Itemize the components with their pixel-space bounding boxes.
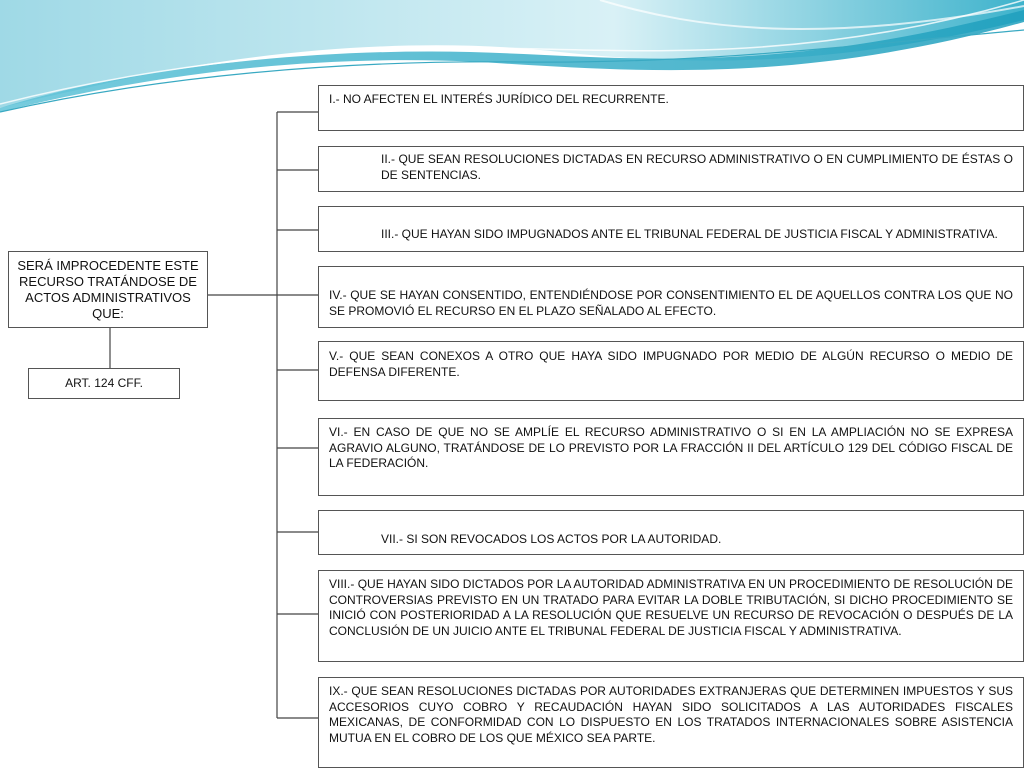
legal-reference-text: ART. 124 CFF. bbox=[65, 376, 143, 390]
item-box-9 bbox=[318, 677, 1024, 768]
item-box-6 bbox=[318, 418, 1024, 496]
item-text-1: I.- NO AFECTEN EL INTERÉS JURÍDICO DEL RECURRENTE. bbox=[329, 92, 669, 106]
item-box-4 bbox=[318, 266, 1024, 328]
item-box-1 bbox=[318, 85, 1024, 131]
item-text-9: IX.- QUE SEAN RESOLUCIONES DICTADAS POR AUTORIDADES EXTRANJERAS QUE DETERMINEN IMPUESTOS Y SUS ACCESORIOS CUYO COBRO Y RECAUDACIÓN HAYAN SIDO SOLICITADOS A LAS AUTORIDADES FISCALES MEXICANAS, DE CONFORMIDAD CON LO DISPUESTO EN LOS TRATADOS INTERNACIONALES SOBRE ASISTENCIA MUTUA EN EL COBRO DE LOS QUE MÉXICO SEA PARTE. bbox=[329, 684, 1013, 745]
item-text-4: IV.- QUE SE HAYAN CONSENTIDO, ENTENDIÉNDOSE POR CONSENTIMIENTO EL DE AQUELLOS CONTRA LOS QUE NO SE PROMOVIÓ EL RECURSO EN EL PLAZO SEÑALADO AL EFECTO. bbox=[329, 288, 1013, 318]
item-text-8: VIII.- QUE HAYAN SIDO DICTADOS POR LA AUTORIDAD ADMINISTRATIVA EN UN PROCEDIMIENTO DE RESOLUCIÓN DE CONTROVERSIAS PREVISTO EN UN TRATADO PARA EVITAR LA DOBLE TRIBUTACIÓN, SI DICHO PROCEDIMIENTO SE INICIÓ CON POSTERIORIDAD A LA RESOLUCIÓN QUE RESUELVE UN RECURSO DE REVOCACIÓN O DESPUÉS DE LA CONCLUSIÓN DE UN JUICIO ANTE EL TRIBUNAL FEDERAL DE JUSTICIA FISCAL Y ADMINISTRATIVA. bbox=[329, 577, 1013, 638]
item-text-6: VI.- EN CASO DE QUE NO SE AMPLÍE EL RECURSO ADMINISTRATIVO O SI EN LA AMPLIACIÓN NO SE EXPRESA AGRAVIO ALGUNO, TRATÁNDOSE DE LO PREVISTO POR LA FRACCIÓN II DEL ARTÍCULO 129 DEL CÓDIGO FISCAL DE LA FEDERACIÓN. bbox=[329, 425, 1013, 470]
item-box-8 bbox=[318, 570, 1024, 662]
item-text-3: III.- QUE HAYAN SIDO IMPUGNADOS ANTE EL TRIBUNAL FEDERAL DE JUSTICIA FISCAL Y ADMINISTRATIVA. bbox=[381, 227, 998, 241]
item-box-3 bbox=[318, 206, 1024, 252]
item-text-7: VII.- SI SON REVOCADOS LOS ACTOS POR LA AUTORIDAD. bbox=[381, 532, 722, 546]
item-text-5: V.- QUE SEAN CONEXOS A OTRO QUE HAYA SIDO IMPUGNADO POR MEDIO DE ALGÚN RECURSO O MEDIO DE DEFENSA DIFERENTE. bbox=[329, 349, 1013, 379]
item-box-7 bbox=[318, 510, 1024, 555]
item-text-2: II.- QUE SEAN RESOLUCIONES DICTADAS EN RECURSO ADMINISTRATIVO O EN CUMPLIMIENTO DE ÉSTAS O DE SENTENCIAS. bbox=[381, 152, 1013, 182]
item-box-5 bbox=[318, 341, 1024, 401]
legal-reference-box bbox=[28, 368, 180, 399]
main-concept-box bbox=[8, 251, 208, 328]
item-box-2 bbox=[318, 146, 1024, 192]
main-concept-text: SERÁ IMPROCEDENTE ESTE RECURSO TRATÁNDOSE DE ACTOS ADMINISTRATIVOS QUE: bbox=[17, 257, 199, 321]
